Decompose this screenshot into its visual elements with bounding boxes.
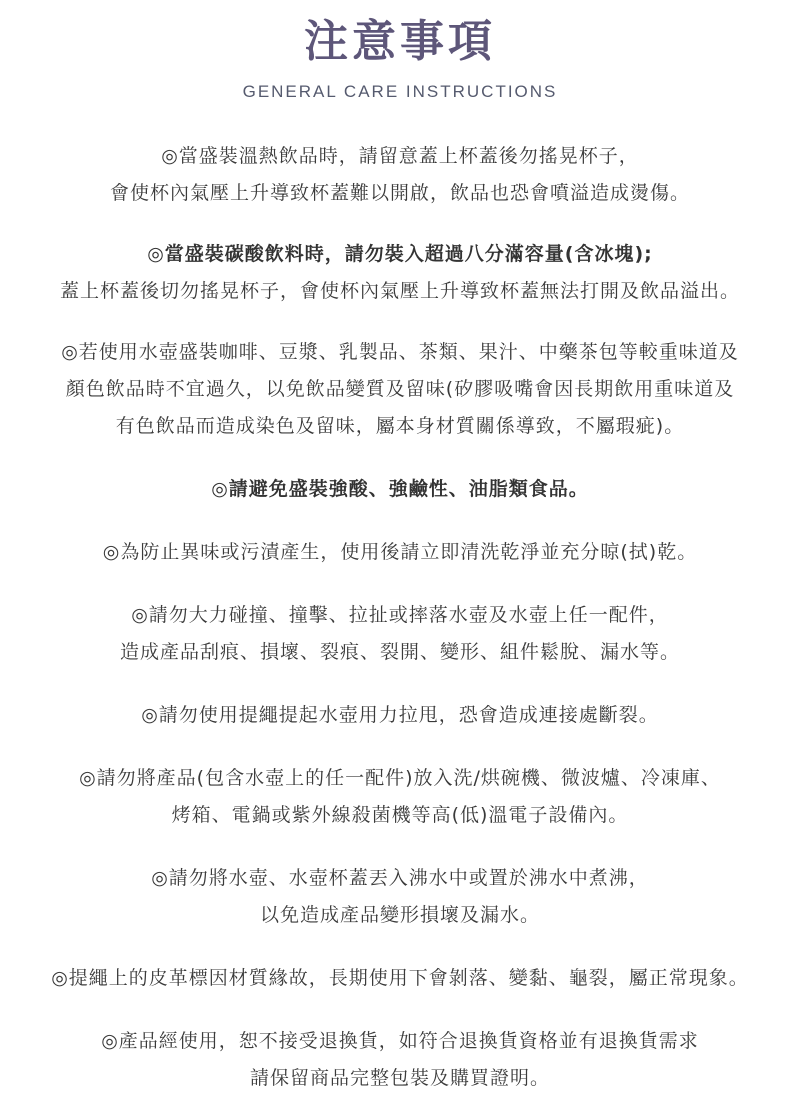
notice-line: ◎請勿將產品(包含水壺上的任一配件)放入洗/烘碗機、微波爐、冷凍庫、 xyxy=(79,767,721,789)
notice-avoid-acids xyxy=(0,471,800,508)
notice-impact xyxy=(0,597,800,671)
notice-returns xyxy=(0,1023,800,1097)
notice-line: ◎提繩上的皮革標因材質緣故，長期使用下會剝落、變黏、龜裂，屬正常現象。 xyxy=(51,967,749,989)
notice-line: 會使杯內氣壓上升導致杯蓋難以開啟，飲品也恐會噴溢造成燙傷。 xyxy=(109,182,690,204)
notice-line: 有色飲品而造成染色及留味，屬本身材質關係導致，不屬瑕疵)。 xyxy=(115,415,685,437)
notice-line: 造成產品刮痕、損壞、裂痕、裂開、變形、組件鬆脫、漏水等。 xyxy=(119,641,680,663)
notice-strap xyxy=(0,697,800,734)
notice-strong-flavor-drinks xyxy=(0,334,800,445)
notice-line: ◎產品經使用，恕不接受退換貨，如符合退換貨資格並有退換貨需求 xyxy=(101,1030,699,1052)
header xyxy=(0,14,800,102)
notice-cleaning xyxy=(0,534,800,571)
notice-carbonated-drinks xyxy=(0,236,800,273)
notice-line: ◎為防止異味或污漬產生，使用後請立即清洗乾淨並充分晾(拭)乾。 xyxy=(102,541,698,563)
page-title: 注意事項 xyxy=(304,16,496,67)
care-notice-list xyxy=(0,138,800,1097)
notice-line: ◎當盛裝溫熱飲品時，請留意蓋上杯蓋後勿搖晃杯子， xyxy=(161,145,639,167)
notice-line: ◎請避免盛裝強酸、強鹼性、油脂類食品。 xyxy=(211,478,589,500)
notice-carbonated-drinks-detail xyxy=(0,273,800,310)
notice-appliances xyxy=(0,760,800,834)
notice-line: 烤箱、電鍋或紫外線殺菌機等高(低)溫電子設備內。 xyxy=(171,804,629,826)
notice-boiling xyxy=(0,860,800,934)
notice-line: ◎請勿使用提繩提起水壺用力拉甩，恐會造成連接處斷裂。 xyxy=(141,704,659,726)
notice-line: 請保留商品完整包裝及購買證明。 xyxy=(249,1067,550,1089)
page-subtitle: GENERAL CARE INSTRUCTIONS xyxy=(242,82,558,101)
notice-line: ◎當盛裝碳酸飲料時，請勿裝入超過八分滿容量(含冰塊); xyxy=(147,243,653,265)
notice-leather-tag xyxy=(0,960,800,997)
notice-line: 蓋上杯蓋後切勿搖晃杯子，會使杯內氣壓上升導致杯蓋無法打開及飲品溢出。 xyxy=(59,280,740,302)
notice-line: ◎若使用水壺盛裝咖啡、豆漿、乳製品、茶類、果汁、中藥茶包等較重味道及 xyxy=(61,341,739,363)
notice-line: ◎請勿將水壺、水壺杯蓋丟入沸水中或置於沸水中煮沸， xyxy=(151,867,649,889)
notice-line: 以免造成產品變形損壞及漏水。 xyxy=(259,904,540,926)
notice-line: 顏色飲品時不宜過久，以免飲品變質及留味(矽膠吸嘴會因長期飲用重味道及 xyxy=(65,378,735,400)
notice-warm-drinks xyxy=(0,138,800,212)
notice-line: ◎請勿大力碰撞、撞擊、拉扯或摔落水壺及水壺上任一配件， xyxy=(131,604,669,626)
